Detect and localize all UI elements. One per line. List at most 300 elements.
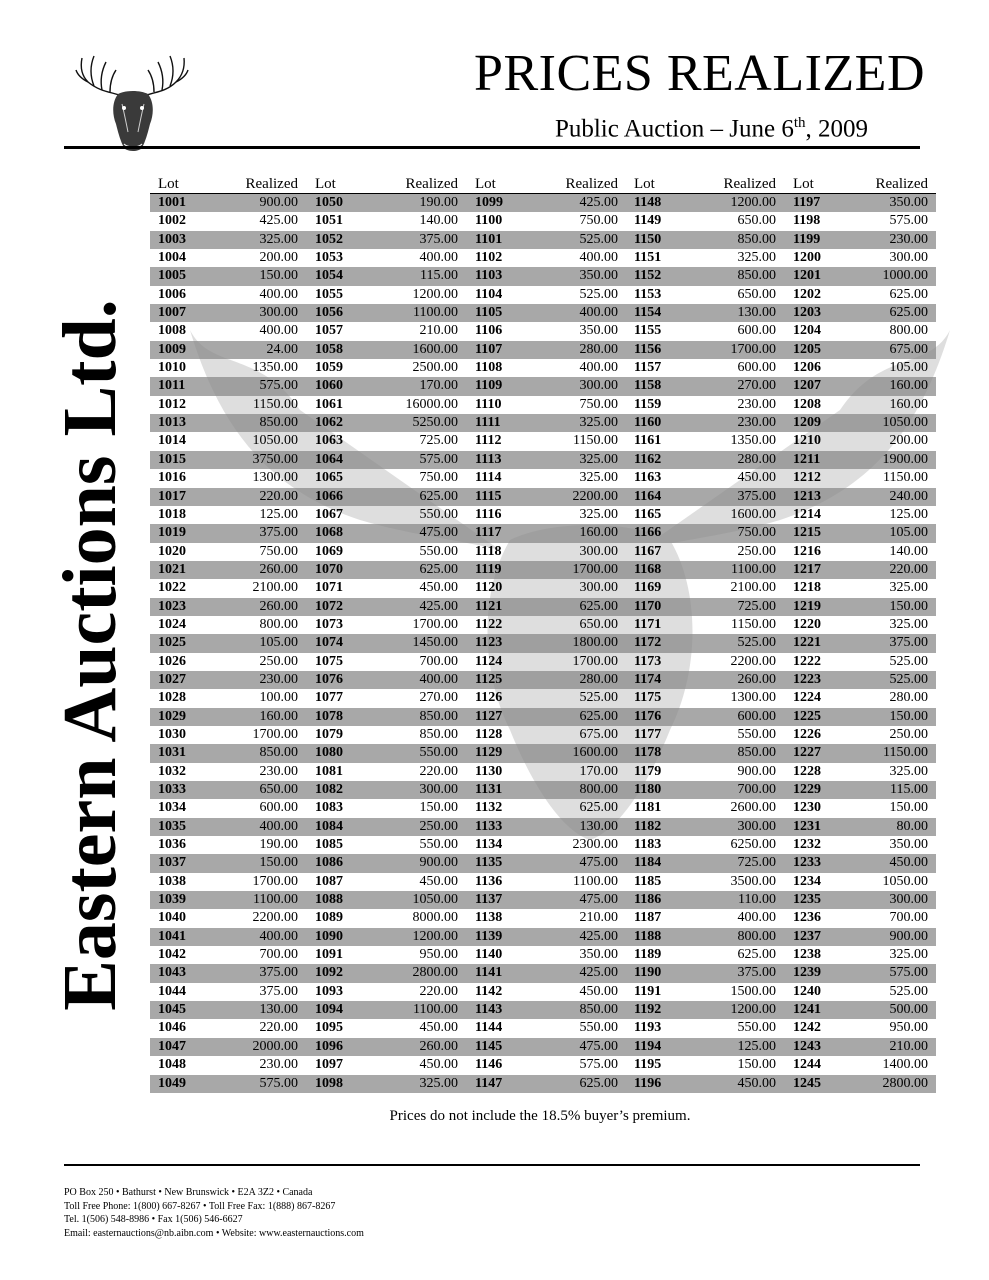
realized-price: 325.00 <box>889 580 928 596</box>
realized-price: 2800.00 <box>412 965 458 981</box>
lot-number: 1156 <box>634 341 662 357</box>
lot-number: 1066 <box>315 488 343 504</box>
lot-number: 1050 <box>315 195 343 210</box>
lot-number: 1084 <box>315 818 343 834</box>
table-row <box>150 432 936 450</box>
lot-number: 1168 <box>634 561 662 577</box>
lot-number: 1121 <box>475 598 503 614</box>
lot-number: 1239 <box>793 965 821 981</box>
lot-number: 1018 <box>158 506 186 522</box>
lot-number: 1155 <box>634 323 662 339</box>
lot-number: 1026 <box>158 653 186 669</box>
realized-price: 1150.00 <box>731 616 776 632</box>
table-row <box>150 194 936 212</box>
lot-number: 1056 <box>315 305 343 321</box>
footer-tel-fax: Tel. 1(506) 548-8986 • Fax 1(506) 546-6627 <box>64 1214 243 1225</box>
realized-price: 850.00 <box>737 745 776 761</box>
lot-number: 1060 <box>315 378 343 394</box>
realized-price: 575.00 <box>259 378 298 394</box>
lot-number: 1140 <box>475 947 503 963</box>
lot-number: 1219 <box>793 598 821 614</box>
lot-number: 1195 <box>634 1057 662 1073</box>
lot-number: 1047 <box>158 1038 186 1054</box>
lot-number: 1163 <box>634 470 662 486</box>
lot-number: 1245 <box>793 1075 821 1091</box>
realized-price: 260.00 <box>259 598 298 614</box>
realized-price: 2200.00 <box>252 910 298 926</box>
table-row <box>150 561 936 579</box>
lot-number: 1041 <box>158 928 186 944</box>
realized-price: 450.00 <box>889 855 928 871</box>
header-lot: Lot <box>475 176 496 192</box>
lot-number: 1193 <box>634 1020 662 1036</box>
realized-price: 375.00 <box>889 635 928 651</box>
lot-number: 1062 <box>315 415 343 431</box>
lot-number: 1014 <box>158 433 186 449</box>
lot-number: 1058 <box>315 341 343 357</box>
realized-price: 115.00 <box>420 268 458 284</box>
realized-price: 230.00 <box>259 671 298 687</box>
table-row <box>150 304 936 322</box>
lot-number: 1202 <box>793 286 821 302</box>
realized-price: 850.00 <box>259 415 298 431</box>
realized-price: 900.00 <box>259 195 298 210</box>
lot-number: 1144 <box>475 1020 503 1036</box>
lot-number: 1147 <box>475 1075 503 1091</box>
realized-price: 2800.00 <box>882 1075 928 1091</box>
realized-price: 150.00 <box>259 268 298 284</box>
realized-price: 1200.00 <box>412 928 458 944</box>
lot-number: 1104 <box>475 286 503 302</box>
realized-price: 525.00 <box>579 690 618 706</box>
lot-number: 1152 <box>634 268 662 284</box>
lot-number: 1128 <box>475 726 503 742</box>
realized-price: 230.00 <box>259 763 298 779</box>
realized-price: 525.00 <box>889 983 928 999</box>
header-lot: Lot <box>793 176 814 192</box>
realized-price: 575.00 <box>419 451 458 467</box>
lot-number: 1243 <box>793 1038 821 1054</box>
lot-number: 1133 <box>475 818 503 834</box>
lot-number: 1178 <box>634 745 662 761</box>
realized-price: 850.00 <box>259 745 298 761</box>
realized-price: 110.00 <box>738 892 776 908</box>
realized-price: 150.00 <box>259 855 298 871</box>
realized-price: 650.00 <box>737 213 776 229</box>
realized-price: 525.00 <box>579 286 618 302</box>
table-row <box>150 909 936 927</box>
realized-price: 200.00 <box>889 433 928 449</box>
table-row <box>150 322 936 340</box>
realized-price: 1200.00 <box>730 1002 776 1018</box>
lot-number: 1225 <box>793 708 821 724</box>
moose-head-icon <box>72 52 192 156</box>
realized-price: 675.00 <box>579 726 618 742</box>
realized-price: 850.00 <box>579 1002 618 1018</box>
lot-number: 1137 <box>475 892 503 908</box>
realized-price: 190.00 <box>419 195 458 210</box>
realized-price: 250.00 <box>737 543 776 559</box>
realized-price: 525.00 <box>737 635 776 651</box>
lot-number: 1205 <box>793 341 821 357</box>
realized-price: 2100.00 <box>252 580 298 596</box>
table-row <box>150 616 936 634</box>
realized-price: 375.00 <box>737 965 776 981</box>
lot-number: 1098 <box>315 1075 343 1091</box>
lot-number: 1075 <box>315 653 343 669</box>
realized-price: 220.00 <box>419 983 458 999</box>
lot-number: 1188 <box>634 928 662 944</box>
lot-number: 1135 <box>475 855 503 871</box>
lot-number: 1092 <box>315 965 343 981</box>
realized-price: 1350.00 <box>252 360 298 376</box>
lot-number: 1158 <box>634 378 662 394</box>
lot-number: 1185 <box>634 873 662 889</box>
lot-number: 1191 <box>634 983 662 999</box>
realized-price: 2600.00 <box>730 800 776 816</box>
realized-price: 950.00 <box>419 947 458 963</box>
realized-price: 220.00 <box>889 561 928 577</box>
table-row <box>150 1001 936 1019</box>
realized-price: 300.00 <box>737 818 776 834</box>
table-row <box>150 763 936 781</box>
realized-price: 625.00 <box>737 947 776 963</box>
realized-price: 750.00 <box>259 543 298 559</box>
table-row <box>150 744 936 762</box>
lot-number: 1201 <box>793 268 821 284</box>
lot-number: 1232 <box>793 837 821 853</box>
lot-number: 1167 <box>634 543 662 559</box>
realized-price: 575.00 <box>579 1057 618 1073</box>
lot-number: 1069 <box>315 543 343 559</box>
lot-number: 1222 <box>793 653 821 669</box>
realized-price: 850.00 <box>419 708 458 724</box>
lot-number: 1204 <box>793 323 821 339</box>
realized-price: 150.00 <box>419 800 458 816</box>
lot-number: 1023 <box>158 598 186 614</box>
realized-price: 475.00 <box>579 1038 618 1054</box>
realized-price: 160.00 <box>259 708 298 724</box>
realized-price: 100.00 <box>259 690 298 706</box>
table-row <box>150 653 936 671</box>
realized-price: 450.00 <box>419 1057 458 1073</box>
table-row <box>150 231 936 249</box>
lot-number: 1024 <box>158 616 186 632</box>
realized-price: 300.00 <box>579 378 618 394</box>
realized-price: 725.00 <box>419 433 458 449</box>
realized-price: 1000.00 <box>882 268 928 284</box>
lot-number: 1234 <box>793 873 821 889</box>
lot-number: 1174 <box>634 671 662 687</box>
lot-number: 1134 <box>475 837 503 853</box>
lot-number: 1025 <box>158 635 186 651</box>
realized-price: 2000.00 <box>252 1038 298 1054</box>
lot-number: 1240 <box>793 983 821 999</box>
realized-price: 1150.00 <box>253 396 298 412</box>
realized-price: 1050.00 <box>882 415 928 431</box>
table-row <box>150 983 936 1001</box>
header-lot: Lot <box>315 176 336 192</box>
realized-price: 650.00 <box>737 286 776 302</box>
lot-number: 1112 <box>475 433 502 449</box>
realized-price: 125.00 <box>889 506 928 522</box>
lot-number: 1148 <box>634 195 662 210</box>
lot-number: 1237 <box>793 928 821 944</box>
realized-price: 850.00 <box>737 231 776 247</box>
realized-price: 625.00 <box>579 1075 618 1091</box>
realized-price: 300.00 <box>889 250 928 266</box>
lot-number: 1102 <box>475 250 503 266</box>
realized-price: 400.00 <box>419 671 458 687</box>
footer-divider <box>64 1164 920 1166</box>
table-row <box>150 818 936 836</box>
realized-price: 450.00 <box>419 873 458 889</box>
lot-number: 1179 <box>634 763 662 779</box>
realized-price: 210.00 <box>419 323 458 339</box>
realized-price: 625.00 <box>889 286 928 302</box>
realized-price: 800.00 <box>737 928 776 944</box>
realized-price: 900.00 <box>419 855 458 871</box>
lot-number: 1142 <box>475 983 503 999</box>
realized-price: 450.00 <box>737 1075 776 1091</box>
table-row <box>150 267 936 285</box>
lot-number: 1122 <box>475 616 503 632</box>
table-row <box>150 359 936 377</box>
realized-price: 725.00 <box>737 855 776 871</box>
lot-number: 1186 <box>634 892 662 908</box>
lot-number: 1129 <box>475 745 503 761</box>
lot-number: 1012 <box>158 396 186 412</box>
realized-price: 325.00 <box>737 250 776 266</box>
lot-number: 1071 <box>315 580 343 596</box>
lot-number: 1196 <box>634 1075 662 1091</box>
lot-number: 1116 <box>475 506 502 522</box>
table-header <box>150 175 936 194</box>
lot-number: 1022 <box>158 580 186 596</box>
realized-price: 525.00 <box>889 653 928 669</box>
realized-price: 220.00 <box>419 763 458 779</box>
lot-number: 1236 <box>793 910 821 926</box>
realized-price: 150.00 <box>889 800 928 816</box>
realized-price: 350.00 <box>889 195 928 210</box>
lot-number: 1045 <box>158 1002 186 1018</box>
table-row <box>150 1019 936 1037</box>
lot-number: 1180 <box>634 782 662 797</box>
realized-price: 2100.00 <box>730 580 776 596</box>
realized-price: 140.00 <box>889 543 928 559</box>
lot-number: 1118 <box>475 543 502 559</box>
realized-price: 1700.00 <box>252 726 298 742</box>
realized-price: 450.00 <box>737 470 776 486</box>
lot-number: 1230 <box>793 800 821 816</box>
header-lot: Lot <box>634 176 655 192</box>
footer-email-website: Email: easternauctions@nb.aibn.com • Website: www.easternauctions.com <box>64 1227 364 1239</box>
lot-number: 1159 <box>634 396 662 412</box>
table-row <box>150 836 936 854</box>
realized-price: 400.00 <box>579 360 618 376</box>
realized-price: 260.00 <box>419 1038 458 1054</box>
lot-number: 1169 <box>634 580 662 596</box>
lot-number: 1119 <box>475 561 502 577</box>
realized-price: 750.00 <box>579 396 618 412</box>
lot-number: 1143 <box>475 1002 503 1018</box>
lot-number: 1125 <box>475 671 503 687</box>
realized-price: 2200.00 <box>572 488 618 504</box>
lot-number: 1200 <box>793 250 821 266</box>
realized-price: 230.00 <box>259 1057 298 1073</box>
realized-price: 425.00 <box>579 195 618 210</box>
lot-number: 1244 <box>793 1057 821 1073</box>
realized-price: 300.00 <box>579 580 618 596</box>
realized-price: 1100.00 <box>573 873 618 889</box>
realized-price: 190.00 <box>259 837 298 853</box>
lot-number: 1181 <box>634 800 662 816</box>
lot-number: 1226 <box>793 726 821 742</box>
realized-price: 625.00 <box>579 708 618 724</box>
lot-number: 1161 <box>634 433 662 449</box>
lot-number: 1034 <box>158 800 186 816</box>
realized-price: 1150.00 <box>573 433 618 449</box>
lot-number: 1117 <box>475 525 502 541</box>
lot-number: 1001 <box>158 195 186 210</box>
realized-price: 325.00 <box>579 415 618 431</box>
lot-number: 1008 <box>158 323 186 339</box>
realized-price: 325.00 <box>579 506 618 522</box>
lot-number: 1037 <box>158 855 186 871</box>
lot-number: 1105 <box>475 305 503 321</box>
lot-number: 1150 <box>634 231 662 247</box>
realized-price: 400.00 <box>579 250 618 266</box>
realized-price: 280.00 <box>737 451 776 467</box>
lot-number: 1019 <box>158 525 186 541</box>
lot-number: 1123 <box>475 635 503 651</box>
realized-price: 575.00 <box>259 1075 298 1091</box>
realized-price: 230.00 <box>737 396 776 412</box>
lot-number: 1157 <box>634 360 662 376</box>
header-divider <box>64 146 920 149</box>
table-row <box>150 286 936 304</box>
lot-number: 1078 <box>315 708 343 724</box>
lot-number: 1216 <box>793 543 821 559</box>
realized-price: 300.00 <box>889 892 928 908</box>
realized-price: 450.00 <box>419 1020 458 1036</box>
realized-price: 210.00 <box>889 1038 928 1054</box>
lot-number: 1207 <box>793 378 821 394</box>
realized-price: 400.00 <box>259 323 298 339</box>
lot-number: 1053 <box>315 250 343 266</box>
realized-price: 325.00 <box>889 616 928 632</box>
realized-price: 550.00 <box>737 1020 776 1036</box>
realized-price: 425.00 <box>419 598 458 614</box>
realized-price: 3500.00 <box>730 873 776 889</box>
lot-number: 1124 <box>475 653 503 669</box>
table-row <box>150 964 936 982</box>
lot-number: 1212 <box>793 470 821 486</box>
lot-number: 1029 <box>158 708 186 724</box>
lot-number: 1229 <box>793 782 821 797</box>
lot-number: 1166 <box>634 525 662 541</box>
lot-number: 1015 <box>158 451 186 467</box>
realized-price: 850.00 <box>737 268 776 284</box>
lot-number: 1051 <box>315 213 343 229</box>
lot-number: 1027 <box>158 671 186 687</box>
lot-number: 1182 <box>634 818 662 834</box>
realized-price: 375.00 <box>419 231 458 247</box>
realized-price: 250.00 <box>889 726 928 742</box>
realized-price: 1700.00 <box>730 341 776 357</box>
realized-price: 1100.00 <box>413 1002 458 1018</box>
lot-number: 1033 <box>158 782 186 797</box>
realized-price: 170.00 <box>579 763 618 779</box>
realized-price: 1050.00 <box>882 873 928 889</box>
lot-number: 1004 <box>158 250 186 266</box>
realized-price: 130.00 <box>737 305 776 321</box>
realized-price: 1050.00 <box>252 433 298 449</box>
lot-number: 1043 <box>158 965 186 981</box>
realized-price: 500.00 <box>889 1002 928 1018</box>
table-row <box>150 873 936 891</box>
lot-number: 1007 <box>158 305 186 321</box>
realized-price: 1800.00 <box>572 635 618 651</box>
lot-number: 1184 <box>634 855 662 871</box>
realized-price: 475.00 <box>579 892 618 908</box>
realized-price: 700.00 <box>889 910 928 926</box>
realized-price: 280.00 <box>889 690 928 706</box>
realized-price: 150.00 <box>889 708 928 724</box>
table-row <box>150 946 936 964</box>
lot-number: 1036 <box>158 837 186 853</box>
lot-number: 1093 <box>315 983 343 999</box>
lot-number: 1063 <box>315 433 343 449</box>
lot-number: 1235 <box>793 892 821 908</box>
header-realized: Realized <box>723 176 776 192</box>
table-row <box>150 671 936 689</box>
realized-price: 525.00 <box>889 671 928 687</box>
realized-price: 270.00 <box>737 378 776 394</box>
table-row <box>150 708 936 726</box>
realized-price: 325.00 <box>259 231 298 247</box>
lot-number: 1149 <box>634 213 662 229</box>
lot-number: 1035 <box>158 818 186 834</box>
lot-number: 1006 <box>158 286 186 302</box>
table-row <box>150 396 936 414</box>
lot-number: 1162 <box>634 451 662 467</box>
realized-price: 675.00 <box>889 341 928 357</box>
lot-number: 1074 <box>315 635 343 651</box>
lot-number: 1197 <box>793 195 821 210</box>
lot-number: 1085 <box>315 837 343 853</box>
lot-number: 1076 <box>315 671 343 687</box>
lot-number: 1048 <box>158 1057 186 1073</box>
realized-price: 550.00 <box>419 506 458 522</box>
realized-price: 5250.00 <box>412 415 458 431</box>
lot-number: 1153 <box>634 286 662 302</box>
header-realized: Realized <box>875 176 928 192</box>
lot-number: 1073 <box>315 616 343 632</box>
lot-number: 1120 <box>475 580 503 596</box>
realized-price: 350.00 <box>579 947 618 963</box>
lot-number: 1241 <box>793 1002 821 1018</box>
realized-price: 800.00 <box>259 616 298 632</box>
lot-number: 1109 <box>475 378 503 394</box>
header-realized: Realized <box>245 176 298 192</box>
realized-price: 575.00 <box>889 213 928 229</box>
lot-number: 1238 <box>793 947 821 963</box>
lot-number: 1082 <box>315 782 343 797</box>
lot-number: 1183 <box>634 837 662 853</box>
realized-price: 700.00 <box>259 947 298 963</box>
realized-price: 140.00 <box>419 213 458 229</box>
